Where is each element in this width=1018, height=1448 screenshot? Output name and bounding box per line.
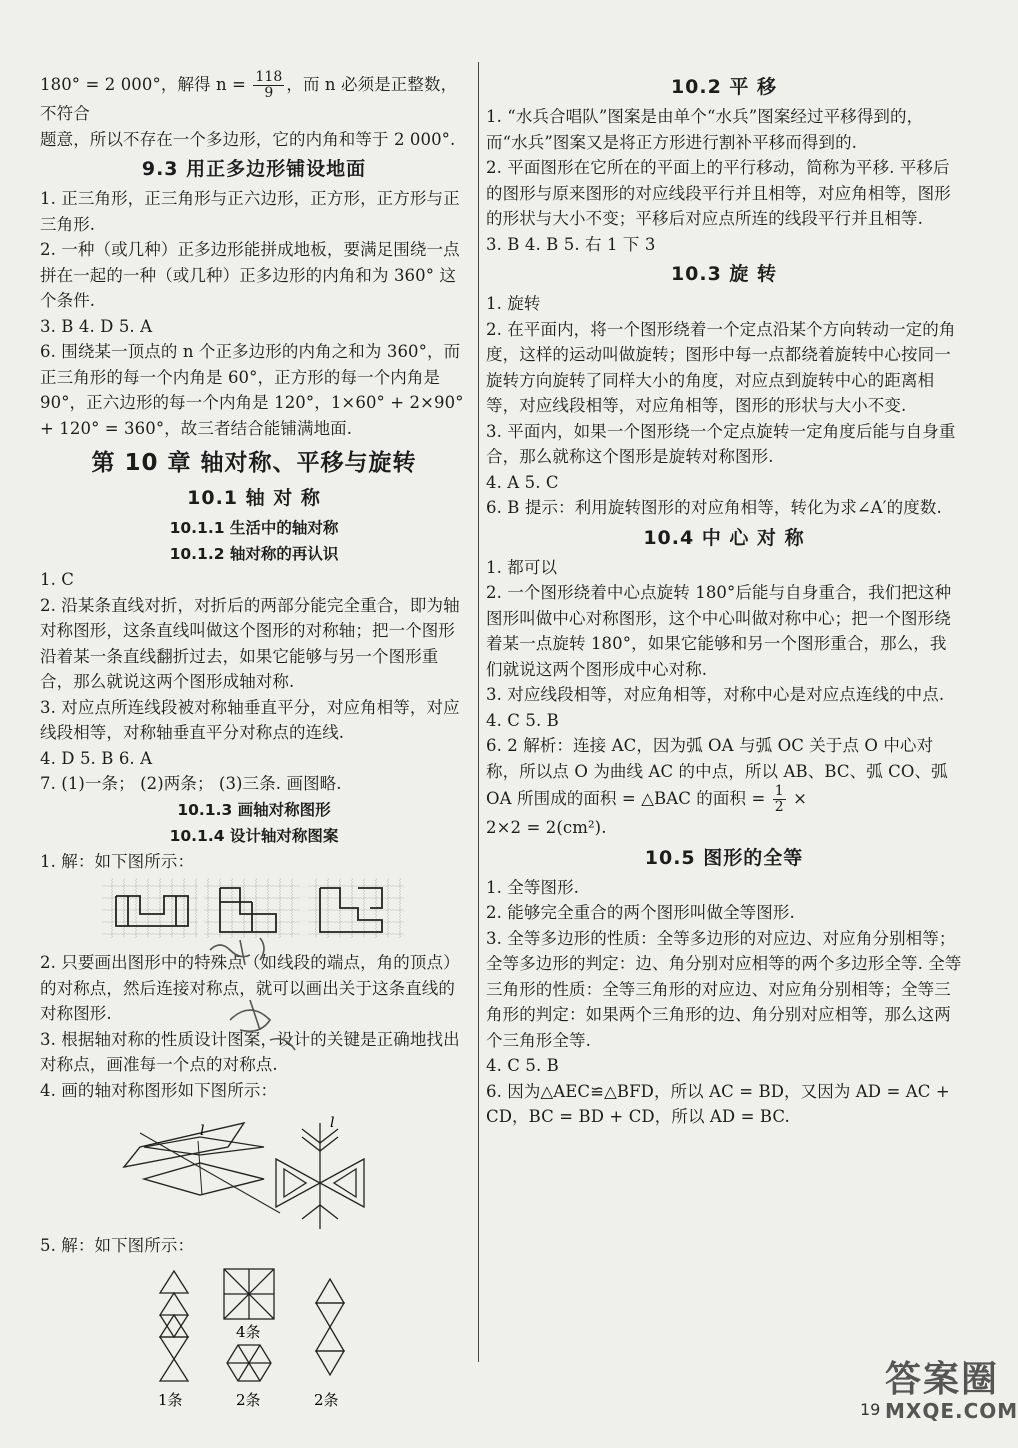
diamond-triangles-figure — [314, 1279, 344, 1409]
answer-10-1-3: 3. 对应点所连线段被对称轴垂直平分，对应角相等，对应线段相等，对称轴垂直平分对称点的连线. — [40, 697, 460, 742]
answer-10-1-4-4: 4. 画的轴对称图形如下图所示： — [40, 1080, 278, 1100]
answer-10-4-6: 6. 2 解析：连接 AC，因为弧 OA 与弧 OC 关于点 O 中心对称，所以点 O 为曲线 AC 的中点，所以 AB、BC、弧 CO、弧 OA 所围成的面积 = △BAC 的面积 = $\frac{1}{2}$ × — [486, 736, 948, 815]
intro-line-1: 180° = 2 000°，解得 n = $\frac{118}{9}$ ，而 n 必须是正整数，不符合 — [40, 69, 458, 123]
answer-10-5-1: 1. 全等图形. — [486, 877, 580, 897]
answer-10-1-2: 2. 沿某条直线对折，对折后的两部分能完全重合，即为轴对称图形，这条直线叫做这个图形的对称轴；把一个图形沿着某一条直线翻折过去，如果它能够与另一个图形重合，那么就说这两个图形成轴对称. — [40, 595, 460, 691]
answer-10-5-3: 3. 全等多边形的性质：全等多边形的对应边、对应角分别相等；全等多边形的判定：边、角分别对应相等的两个多边形全等. 全等三角形的性质：全等三角形的对应边、对应角分别相等；全等三角形的判定：如果两个三角形的边、角分别对应相等，那么这两个三角形全等. — [486, 928, 962, 1050]
hexagon-triangles-figure — [227, 1345, 271, 1409]
subsection-10-1-3: 10.1.3 画轴对称图形 — [177, 800, 331, 819]
answer-10-4-4: 4. C 5. B — [486, 710, 559, 730]
stacked-triangles-figure — [158, 1271, 188, 1409]
page-number: 19 — [860, 1400, 881, 1419]
symmetry-axes-figures — [40, 1259, 468, 1409]
intro-line-2: 题意，所以不存在一个多边形，它的内角和等于 2 000°. — [40, 129, 456, 149]
section-heading-10-3: 10.3 旋 转 — [670, 263, 778, 285]
answer-10-1-1: 1. C — [40, 570, 75, 589]
answer-10-5-2: 2. 能够完全重合的两个图形叫做全等图形. — [486, 903, 795, 922]
answer-10-5-6: 6. 因为△AEC≌△BFD，所以 AC = BD，又因为 AD = AC + CD，BC = BD + CD，所以 AD = BC. — [486, 1081, 950, 1126]
fig5-label-4: 2条 — [314, 1390, 339, 1409]
answer-10-2-3: 3. B 4. B 5. 右 1 下 3 — [486, 234, 656, 254]
answer-10-1-7: 7. (1)一条； (2)两条； (3)三条. 画图略. — [40, 774, 342, 793]
bowtie-figure — [276, 1115, 364, 1229]
answer-10-4-2: 2. 一个图形绕着中心点旋转 180°后能与自身重合，我们把这种图形叫做中心对称图形，这个中心叫做对称中心；把一个图形绕着某一点旋转 180°，如果它能够和另一个图形重合，那么，我们就说这两个图形成中心对称. — [486, 583, 952, 679]
section-heading-10-1: 10.1 轴 对 称 — [187, 487, 321, 509]
answer-10-1-4-5: 5. 解：如下图所示： — [40, 1236, 195, 1255]
pinwheel-figure — [224, 1269, 274, 1341]
section-heading-10-4: 10.4 中 心 对 称 — [643, 526, 805, 549]
axis-label-2: l — [330, 1115, 335, 1131]
section-heading-9-3: 9.3 用正多边形铺设地面 — [141, 158, 367, 180]
fig5-label-1: 1条 — [158, 1390, 183, 1409]
answer-9-3-3: 3. B 4. D 5. A — [40, 316, 153, 336]
rhombus-pair-figure — [124, 1123, 280, 1213]
answer-10-1-4-1: 1. 解：如下图所示： — [40, 851, 195, 871]
axis-symmetry-figures — [40, 1103, 468, 1233]
watermark-logo: 答案圈 MXQE.COM — [885, 1359, 1018, 1423]
answer-10-3-2: 2. 在平面内，将一个图形绕着一个定点沿某个方向转动一定的角度，这样的运动叫做旋转；图形中每一点都绕着旋转中心按同一旋转方向旋转了同样大小的角度，对应点到旋转中心的距离相等，对应线段相等，对应角相等，图形的形状与大小不变. — [486, 319, 956, 415]
subsection-10-1-4: 10.1.4 设计轴对称图案 — [169, 826, 339, 845]
answer-9-3-2: 2. 一种（或几种）正多边形能拼成地板，要满足围绕一点拼在一起的一种（或几种）正多边形的内角和为 360° 这个条件. — [40, 240, 460, 310]
answer-10-4-1: 1. 都可以 — [486, 557, 558, 577]
answer-10-4-3: 3. 对应线段相等，对应角相等，对称中心是对应点连线的中点. — [486, 685, 945, 704]
fraction: $\frac{118}{9}$ — [255, 69, 283, 101]
fig5-label-3: 4条 — [236, 1322, 261, 1341]
grid-figures — [40, 874, 468, 950]
grid-panel-2 — [204, 878, 300, 938]
subsection-10-1-2: 10.1.2 轴对称的再认识 — [169, 545, 339, 563]
fig5-label-2: 2条 — [236, 1390, 261, 1409]
answer-9-3-1: 1. 正三角形，正三角形与正六边形，正方形，正方形与正三角形. — [40, 189, 460, 234]
chapter-heading-10: 第 10 章 轴对称、平移与旋转 — [91, 450, 417, 476]
fraction-half: $\frac{1}{2}$ — [774, 783, 784, 815]
column-divider — [478, 62, 479, 1362]
answer-10-3-1: 1. 旋转 — [486, 294, 541, 313]
answer-10-3-4: 4. A 5. C — [486, 472, 559, 492]
section-heading-10-2: 10.2 平 移 — [670, 76, 778, 98]
answer-10-2-1: 1. “水兵合唱队”图案是由单个“水兵”图案经过平移得到的，而“水兵”图案又是将正方形进行割补平移而得到的. — [486, 107, 924, 152]
answer-10-3-6: 6. B 提示：利用旋转图形的对应角相等，转化为求∠A′的度数. — [486, 498, 942, 517]
answer-10-1-4-2: 2. 只要画出图形中的特殊点（如线段的端点，角的顶点）的对称点，然后连接对称点，就可以画出关于这条直线的对称图形. — [40, 953, 460, 1023]
subsection-10-1-1: 10.1.1 生活中的轴对称 — [169, 519, 339, 537]
left-column — [40, 70, 468, 1409]
section-heading-10-5: 10.5 图形的全等 — [644, 846, 804, 869]
answer-10-2-2: 2. 平面图形在它所在的平面上的平行移动，简称为平移. 平移后的图形与原来图形的对应线段平行并且相等，对应角相等，图形的形状与大小不变；平移后对应点所连的线段平行并且相等. — [486, 158, 951, 228]
answer-9-3-6: 6. 围绕某一顶点的 n 个正多边形的内角之和为 360°，而正三角形的每一个内角是 60°，正方形的每一个内角是 90°，正六边形的每一个内角是 120°，1×60° + 2×90° + 120° = 360°，故三者结合能铺满地面. — [40, 342, 464, 438]
answer-10-5-4: 4. C 5. B — [486, 1056, 559, 1075]
right-column — [486, 70, 962, 1130]
answer-10-3-3: 3. 平面内，如果一个图形绕一个定点旋转一定角度后能与自身重合，那么就称这个图形是旋转对称图形. — [486, 421, 956, 466]
answer-10-1-4-3: 3. 根据轴对称的性质设计图案，设计的关键是正确地找出对称点，画准每一个点的对称点. — [40, 1029, 460, 1074]
answer-10-1-4: 4. D 5. B 6. A — [40, 748, 153, 768]
grid-panel-1 — [102, 878, 198, 938]
answer-10-4-6-cont: 2×2 = 2(cm²). — [486, 818, 607, 837]
grid-panel-3 — [308, 878, 404, 938]
axis-label-1: l — [200, 1123, 205, 1139]
